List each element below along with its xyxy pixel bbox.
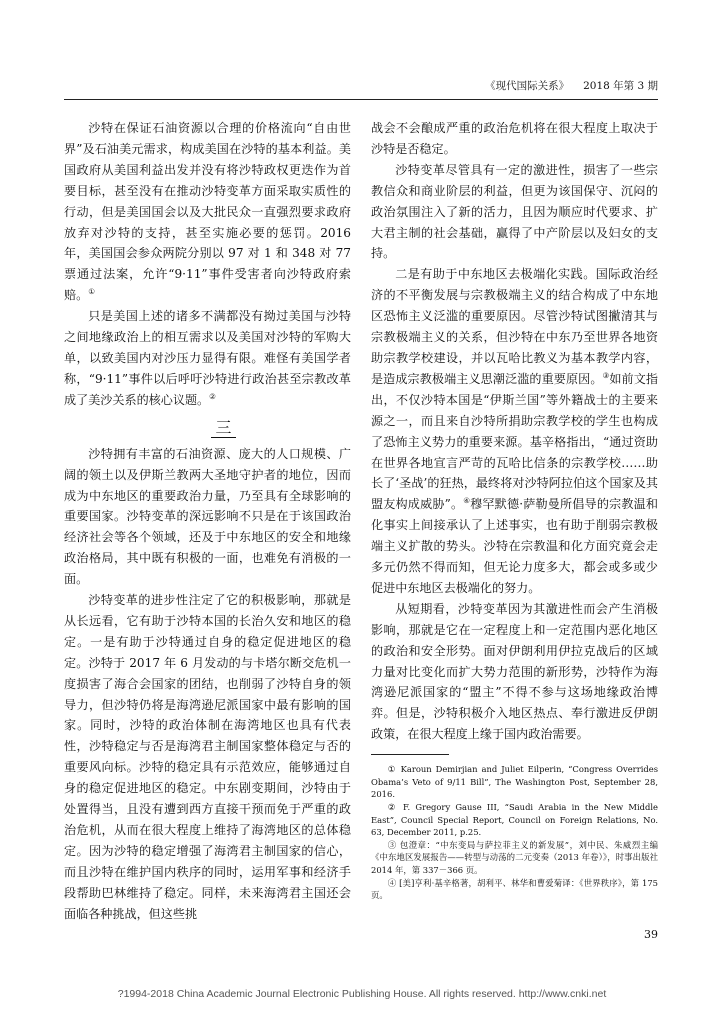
footnote: ③ 包澄章：“中东变局与萨拉菲主义的新发展”，刘中民、朱威烈主编《中东地区发展报告——转型与动荡的二元变奏（2013 年卷）》，时事出版社 2014 年，第 337－366 页。	[371, 839, 658, 875]
paragraph: 从短期看，沙特变革因为其激进性而会产生消极影响，那就是它在一定程度上和一定范围内恶化地区的政治和安全形势。面对伊朗利用伊拉克战后的区域力量对比变化而扩大势力范围的新形势，沙特作为海湾逊尼派国家的“盟主”不得不参与这场地缘政治博弈。但是，沙特积极介入地区热点、奉行激进反伊朗政策，在很大程度上缘于国内政治需要。	[371, 601, 658, 742]
footnote-ref[interactable]: ①	[88, 287, 95, 297]
copyright-footer: ?1994-2018 China Academic Journal Electronic Publishing House. All rights reserved. http://www.cnki.net	[117, 988, 607, 1000]
footnote-ref[interactable]: ③	[602, 370, 610, 380]
footnotes	[371, 763, 658, 902]
footnote-ref[interactable]: ②	[209, 391, 216, 401]
section-heading: 三	[64, 411, 351, 444]
issue-label: 2018 年第 3 期	[583, 80, 658, 92]
journal-title: 《现代国际关系》	[485, 80, 570, 92]
footnote-rule	[371, 754, 449, 755]
paragraph: 沙特在保证石油资源以合理的价格流向“自由世界”及石油美元需求，构成美国在沙特的基本利益。美国政府从美国利益出发并没有将沙特政权更迭作为首要目标，甚至没有在推动沙特变革方面采取实质性的行动，但是美国国会以及大批民众一直强烈要求政府放弃对沙特的支持，甚至实施必要的惩罚。2016 年，美国国会参众两院分别以 97 对 1 和 348 对 77 票通过法案，允许“9·11”事件受害者向沙特政府索赔。①	[64, 121, 351, 303]
left-column	[64, 118, 351, 925]
footnote-ref[interactable]: ④	[463, 496, 471, 506]
paragraph: 二是有助于中东地区去极端化实践。国际政治经济的不平衡发展与宗教极端主义的结合构成了中东地区恐怖主义泛滥的重要原因。尽管沙特试图撇清其与宗教极端主义的关系，但沙特在中东乃至世界各地资助宗教学校建设，并以瓦哈比教义为基本教学内容，是造成宗教极端主义思潮泛滥的重要原因。③如前文指出，不仅沙特本国是“伊斯兰国”等外籍战士的主要来源之一，而且来自沙特所捐助宗教学校的学生也构成了恐怖主义势力的重要来源。基辛格指出，“通过资助在世界各地宣言严苛的瓦哈比信条的宗教学校……助长了‘圣战’的狂热，最终将对沙特阿拉伯这个国家及其盟友构成威胁”。④穆罕默德·萨勒曼所倡导的宗教温和化事实上间接承认了上述事实，也有助于削弱宗教极端主义扩散的势头。沙特在宗教温和化方面究竟会走多元仍然不得而知，但无论力度多大，都会或多或少促进中东地区去极端化的努力。	[371, 267, 658, 595]
running-header	[0, 78, 658, 93]
right-column	[371, 118, 658, 902]
paragraph: 沙特变革尽管具有一定的激进性，损害了一些宗教信众和商业阶层的利益，但更为该国保守、沉闷的政治氛围注入了新的活力，且因为顺应时代要求、扩大君主制的社会基础，赢得了中产阶层以及妇女的支持。	[371, 162, 658, 261]
paragraph: 沙特变革的进步性注定了它的积极影响，那就是从长远看，它有助于沙特本国的长治久安和地区的稳定。一是有助于沙特通过自身的稳定促进地区的稳定。沙特于 2017 年 6 月发动的与卡塔尔断交危机一度损害了海合会国家的团结，也削弱了沙特自身的领导力，但沙特仍将是海湾逊尼派国家中最有影响的国家。同时，沙特的政治体制在海湾地区也具有代表性，沙特稳定与否是海湾君主制国家整体稳定与否的重要风向标。沙特的稳定具有示范效应，能够通过自身的稳定促进地区的稳定。中东剧变期间，沙特由于处置得当，且没有遭到西方直接干预而免于严重的政治危机，从而在很大程度上维持了海湾地区的总体稳定。因为沙特的稳定增强了海湾君主制国家的信心，而且沙特在维护国内秩序的同时，运用军事和经济手段帮助巴林维持了稳定。同样，未来海湾君主国还会面临各种挑战，但这些挑	[64, 593, 351, 921]
page-number: 39	[644, 928, 658, 941]
header-rule	[64, 99, 658, 100]
paragraph: 战会不会酿成严重的政治危机将在很大程度上取决于沙特是否稳定。	[371, 121, 658, 156]
footnote: ① Karoun Demirjian and Juliet Eilperin, “Congress Overrides Obama’s Veto of 9/11 Bill”, The Washington Post, September 28, 2016.	[371, 764, 658, 800]
paragraph: 只是美国上述的诸多不满都没有拗过美国与沙特之间地缘政治上的相互需求以及美国对沙特的军购大单，以致美国内对沙压力显得有限。难怪有美国学者称，“9·11”事件以后呼吁沙特进行政治甚至宗教改革成了美沙关系的核心议题。②	[64, 309, 351, 407]
footnote: ② F. Gregory Gause III, “Saudi Arabia in the New Middle East”, Council Special Report, Council on Foreign Relations, No. 63, December 2011, p.25.	[371, 801, 658, 838]
footnote: ④ [美]亨利·基辛格著，胡利平、林华和曹爱菊译：《世界秩序》，第 175 页。	[371, 877, 658, 901]
paragraph: 沙特拥有丰富的石油资源、庞大的人口规模、广阔的领土以及伊斯兰教两大圣地守护者的地位，因而成为中东地区的重要政治力量，乃至具有全球影响的重要国家。沙特变革的深远影响不只是在于该国政治经济社会等各个领域，还及于中东地区的安全和地缘政治格局，其中既有积极的一面，也难免有消极的一面。	[64, 446, 351, 587]
